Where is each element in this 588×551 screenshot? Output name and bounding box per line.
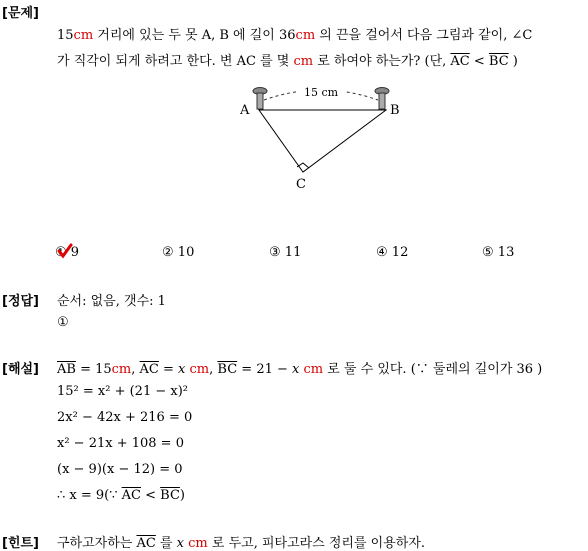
text: = bbox=[158, 362, 179, 377]
choice-number: ② bbox=[162, 245, 174, 260]
problem-label: [문제] bbox=[2, 6, 39, 21]
distance-label: 15 cm bbox=[303, 86, 339, 99]
text: 를 bbox=[155, 536, 177, 551]
vertex-b: B bbox=[390, 103, 400, 118]
segment-bc: $\overline{BC}$ bbox=[488, 54, 509, 69]
choice-value: 9 bbox=[70, 245, 80, 260]
nail-b-icon bbox=[375, 88, 389, 110]
text: < bbox=[469, 54, 489, 69]
text: < bbox=[140, 488, 161, 503]
choice-number: ③ bbox=[269, 245, 281, 260]
choice-value: 12 bbox=[391, 245, 409, 260]
hint-line bbox=[57, 532, 425, 551]
check-mark-icon bbox=[57, 243, 73, 259]
solution-line-6 bbox=[57, 488, 185, 503]
solution-line-3: 2x² − 42x + 216 = 0 bbox=[57, 410, 193, 425]
choice-1[interactable] bbox=[55, 245, 79, 260]
var-x: x bbox=[178, 362, 186, 377]
text: 15 bbox=[57, 28, 74, 43]
unit: cm bbox=[73, 28, 94, 43]
unit: cm bbox=[111, 362, 132, 377]
text: 구하고자하는 bbox=[57, 536, 137, 551]
text: = 21 − bbox=[237, 362, 293, 377]
segment-ac: $\overline{AC}$ bbox=[450, 54, 470, 69]
text: 거리에 있는 두 못 A, B 에 길이 36 bbox=[93, 28, 296, 43]
text: 가 직각이 되게 하려고 한다. 변 AC 를 몇 bbox=[57, 54, 294, 69]
unit: cm bbox=[299, 362, 324, 377]
choice-number: ① bbox=[55, 245, 67, 260]
vertex-c: C bbox=[296, 177, 306, 192]
right-angle-mark bbox=[297, 163, 309, 168]
segment-bc: $\overline{BC}$ bbox=[217, 362, 238, 377]
choice-number: ⑤ bbox=[482, 245, 494, 260]
var-x: x bbox=[292, 362, 300, 377]
nail-a-icon bbox=[253, 88, 267, 110]
solution-line-4: x² − 21x + 108 = 0 bbox=[57, 436, 184, 451]
solution-line-2: 15² = x² + (21 − x)² bbox=[57, 384, 188, 399]
text: 의 끈을 걸어서 다음 그림과 같이, ∠C bbox=[315, 28, 533, 43]
triangle-figure bbox=[230, 82, 420, 192]
var-x: x bbox=[176, 536, 184, 551]
solution-line-5: (x − 9)(x − 12) = 0 bbox=[57, 462, 183, 477]
text: = 15 bbox=[75, 362, 112, 377]
answer-line-2: ① bbox=[57, 315, 69, 330]
hint-label: [힌트] bbox=[2, 536, 39, 551]
text: , bbox=[209, 362, 218, 377]
unit: cm bbox=[295, 28, 316, 43]
unit: cm bbox=[184, 536, 208, 551]
text: 로 두고, 피타고라스 정리를 이용하자. bbox=[207, 536, 426, 551]
problem-line-2 bbox=[57, 50, 518, 69]
triangle bbox=[259, 110, 386, 172]
problem-line-1 bbox=[57, 24, 532, 43]
solution-label: [해설] bbox=[2, 362, 39, 377]
text: ∴ x = 9(∵ bbox=[57, 488, 122, 503]
unit: cm bbox=[293, 54, 314, 69]
text: ) bbox=[179, 488, 185, 503]
segment-ac: $\overline{AC}$ bbox=[136, 536, 156, 551]
text: ) bbox=[508, 54, 518, 69]
choice-3[interactable] bbox=[269, 245, 301, 260]
choice-value: 10 bbox=[177, 245, 195, 260]
choice-value: 13 bbox=[497, 245, 515, 260]
segment-ac: $\overline{AC}$ bbox=[139, 362, 159, 377]
text: 로 둘 수 있다. (∵ 둘레의 길이가 36 ) bbox=[323, 362, 543, 377]
solution-line-1 bbox=[57, 358, 542, 377]
unit: cm bbox=[185, 362, 210, 377]
choice-value: 11 bbox=[284, 245, 302, 260]
choice-5[interactable] bbox=[482, 245, 514, 260]
vertex-a: A bbox=[240, 103, 250, 118]
choice-2[interactable] bbox=[162, 245, 194, 260]
segment-ab: $\overline{AB}$ bbox=[57, 362, 76, 377]
segment-ac: $\overline{AC}$ bbox=[121, 488, 141, 503]
text: 로 하여야 하는가? (단, bbox=[313, 54, 451, 69]
choice-4[interactable] bbox=[376, 245, 408, 260]
answer-line-1: 순서: 없음, 갯수: 1 bbox=[57, 294, 166, 309]
answer-label: [정답] bbox=[2, 294, 39, 309]
segment-bc: $\overline{BC}$ bbox=[160, 488, 180, 503]
choice-number: ④ bbox=[376, 245, 388, 260]
text: , bbox=[131, 362, 140, 377]
